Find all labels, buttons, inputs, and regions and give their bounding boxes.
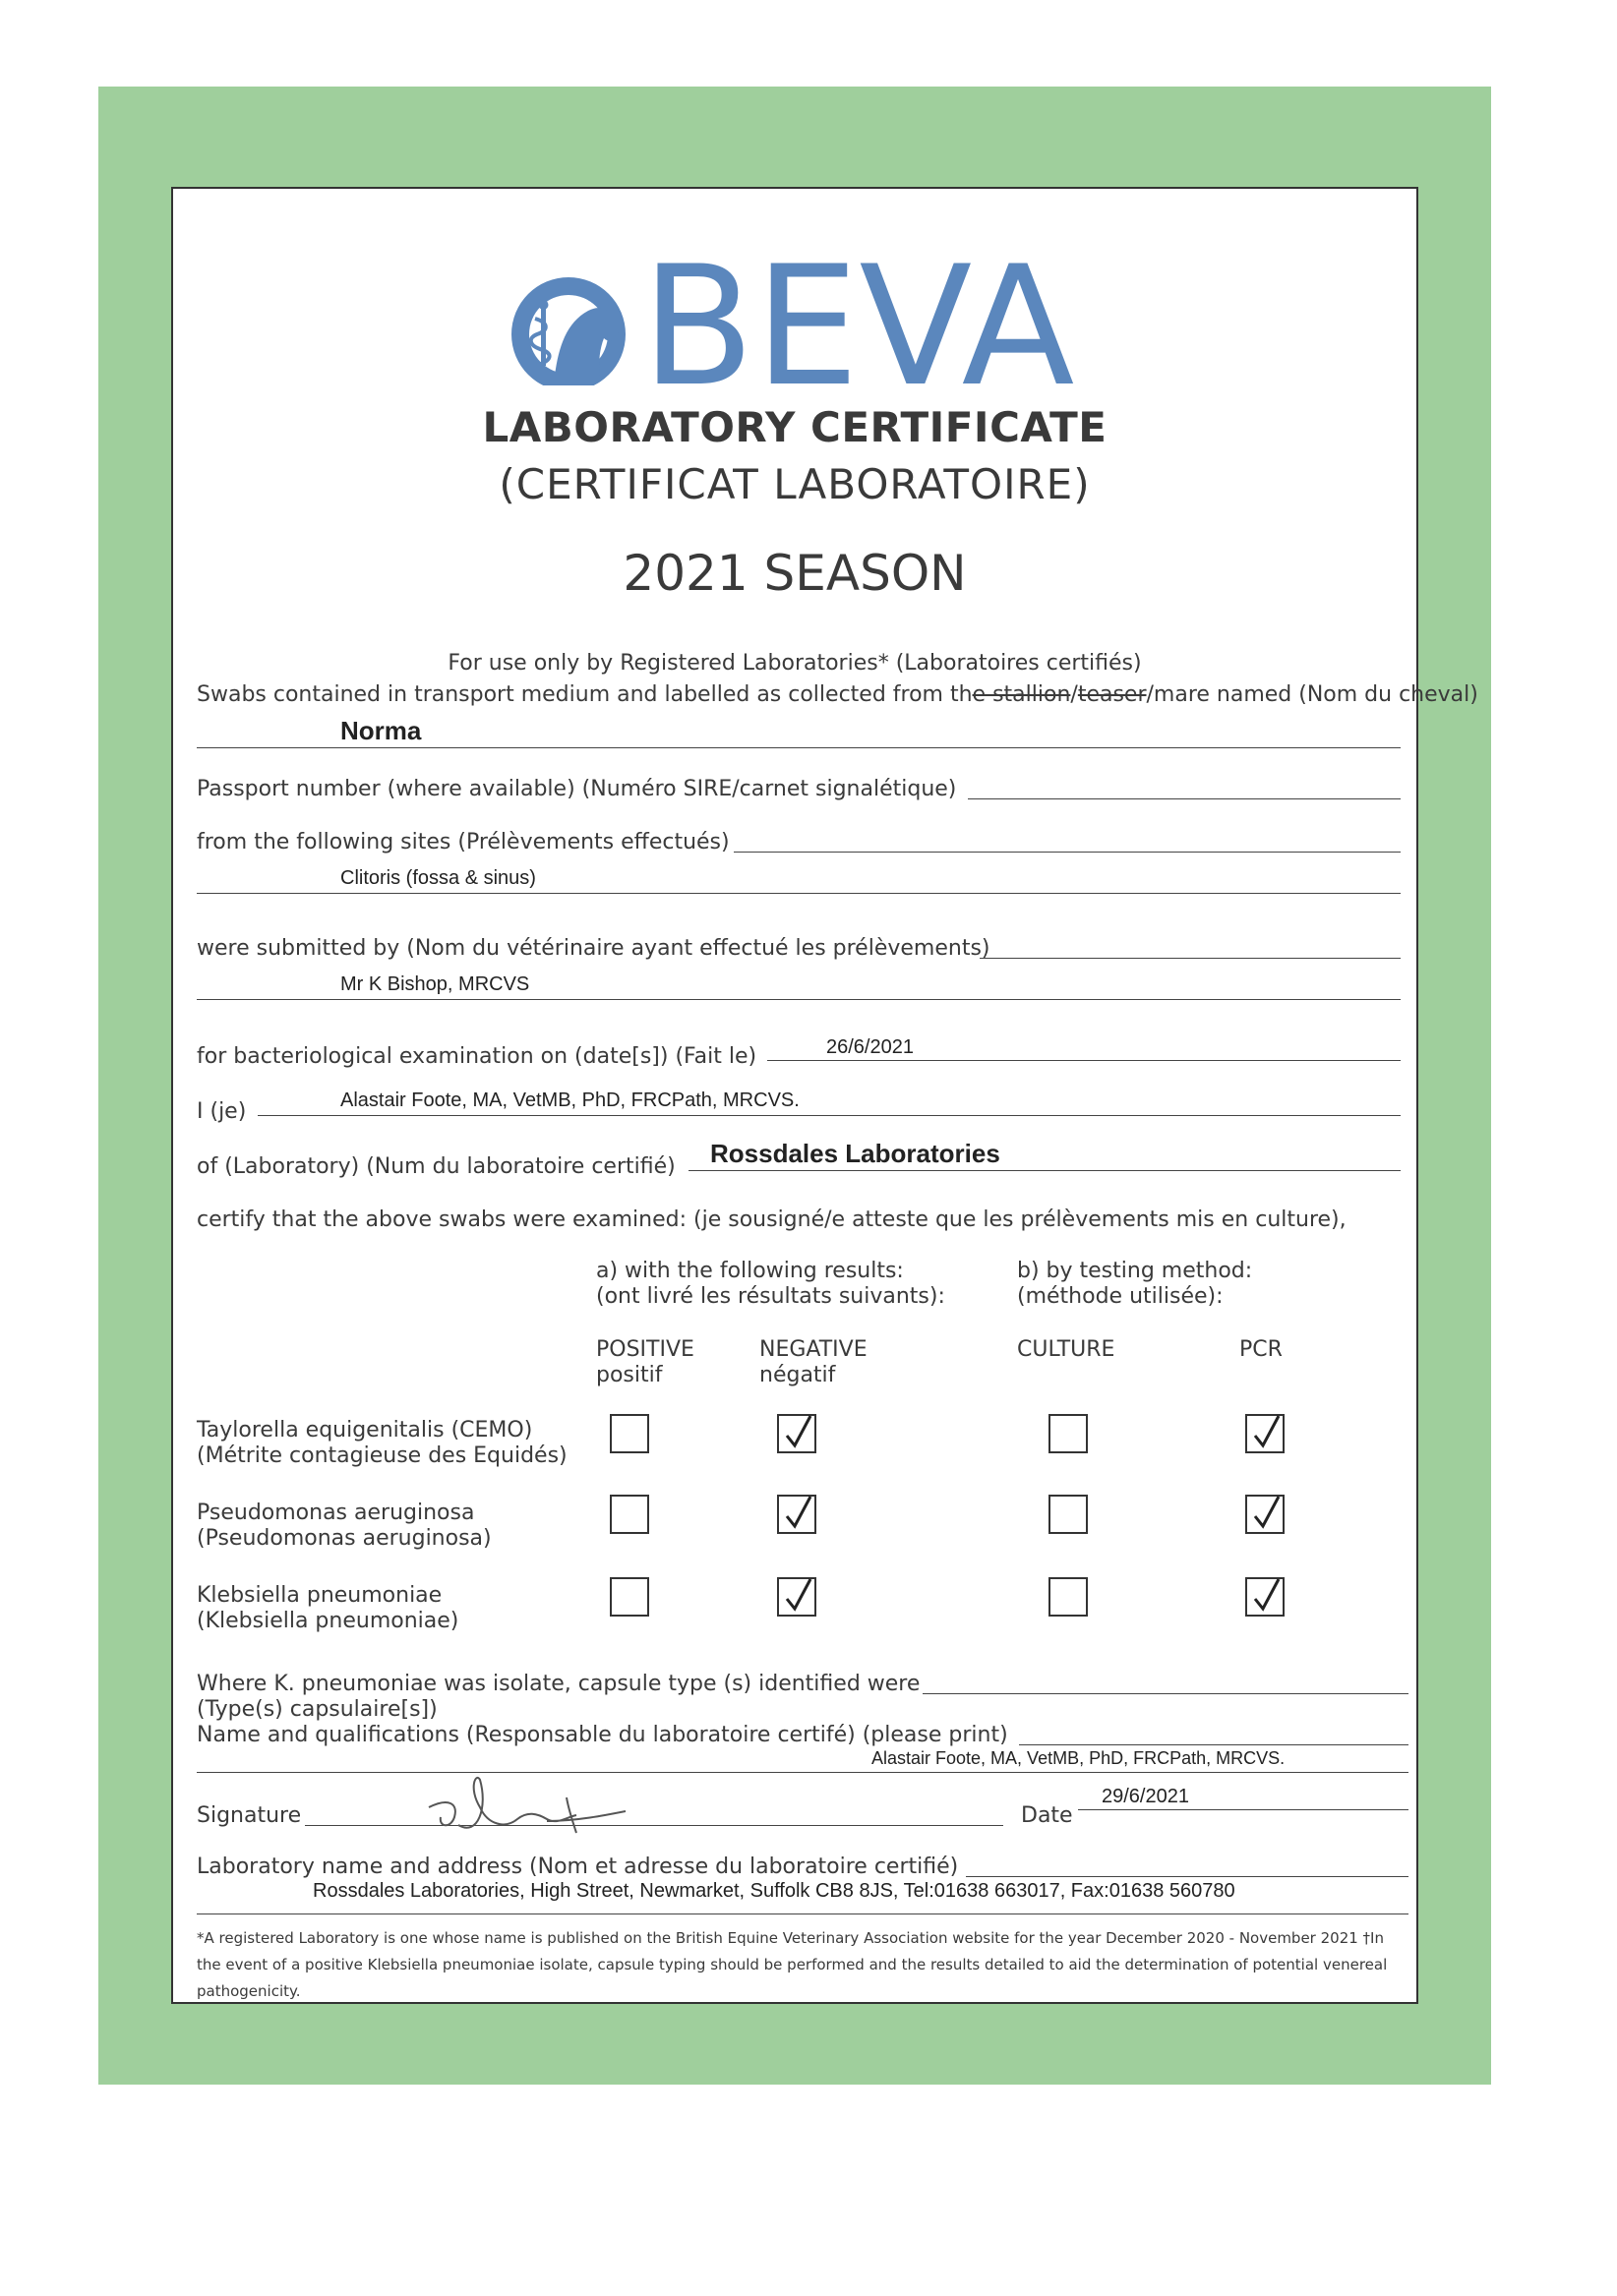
col-a-line1: a) with the following results: [596,1259,904,1283]
positive-header: POSITIVE [596,1337,694,1362]
struck-stallion: e stallion [972,682,1071,707]
passport-label: Passport number (where available) (Numéro SIRE/carnet signalétique) [197,777,957,801]
negative-fr-header: négatif [759,1363,836,1387]
i-label: I (je) [197,1099,247,1124]
date-label: Date [1021,1803,1073,1828]
submitted-value: Mr K Bishop, MRCVS [340,973,530,995]
i-line [258,1115,1401,1116]
checkbox-positive-row3[interactable] [610,1577,649,1617]
signature-line [305,1825,1003,1826]
certificate-title: LABORATORY CERTIFICATE [482,403,1108,451]
swabs-sep: / [1070,682,1078,707]
checkbox-negative-row2[interactable] [777,1495,816,1534]
sites-value-line [197,893,1401,894]
certify-text: certify that the above swabs were examined: (je sousigné/e atteste que les prélèvements mis en culture), [197,1207,1347,1232]
row3-name: Klebsiella pneumoniae [197,1583,443,1608]
capsule-fr: (Type(s) capsulaire[s]) [197,1697,438,1722]
checkmark-icon [1249,1493,1285,1534]
checkbox-negative-row3[interactable] [777,1577,816,1617]
name-label: Name and qualifications (Responsable du laboratoire certifé) (please print) [197,1723,1008,1747]
season-title: 2021 SEASON [623,545,967,602]
submitted-line [980,958,1401,959]
swabs-label [197,682,1478,707]
footnote: *A registered Laboratory is one whose name is published on the British Equine Veterinary Association website for the year December 2020 - November 2021 †In the event of a positive Klebsiella pneumoniae isolate, capsule typing should be performed and the results detailed to aid the determination of potential venereal pathogenicity. [197,1929,1388,2000]
lab-address-line [966,1876,1408,1877]
submitted-label: were submitted by (Nom du vétérinaire ayant effectué les prélèvements) [197,936,990,961]
sites-label: from the following sites (Prélèvements effectués) [197,830,730,854]
signature-label: Signature [197,1803,302,1828]
checkmark-icon [781,1412,816,1453]
horse-name-line [197,747,1401,748]
signature-mark [419,1768,635,1847]
positive-fr-header: positif [596,1363,663,1387]
checkbox-positive-row2[interactable] [610,1495,649,1534]
checkmark-icon [781,1493,816,1534]
checkbox-pcr-row3[interactable] [1245,1577,1285,1617]
lab-value: Rossdales Laboratories [710,1139,1000,1168]
exam-line [767,1060,1401,1061]
checkbox-culture-row1[interactable] [1048,1414,1088,1453]
checkmark-icon [1249,1412,1285,1453]
horse-name-value: Norma [340,716,422,745]
lab-address-value: Rossdales Laboratories, High Street, Newmarket, Suffolk CB8 8JS, Tel:01638 663017, Fax:01638 560780 [313,1880,1235,1902]
exam-label: for bacteriological examination on (date[s]) (Fait le) [197,1044,757,1069]
checkbox-culture-row2[interactable] [1048,1495,1088,1534]
checkbox-pcr-row2[interactable] [1245,1495,1285,1534]
sites-line [734,852,1401,853]
name-value-line [197,1772,1408,1773]
checkbox-positive-row1[interactable] [610,1414,649,1453]
row1-name: Taylorella equigenitalis (CEMO) [197,1418,533,1442]
swabs-text-end: /mare named (Nom du cheval) [1146,682,1478,707]
row3-name-fr: (Klebsiella pneumoniae) [197,1609,459,1633]
lab-address-value-line [197,1913,1408,1914]
checkbox-culture-row3[interactable] [1048,1577,1088,1617]
row1-name-fr: (Métrite contagieuse des Equidés) [197,1443,568,1468]
checkbox-pcr-row1[interactable] [1245,1414,1285,1453]
col-b-line2: (méthode utilisée): [1017,1284,1224,1309]
certificate-card [171,187,1478,2004]
checkmark-icon [1249,1575,1285,1617]
lab-line [689,1170,1401,1171]
certificate-subtitle: (CERTIFICAT LABORATOIRE) [499,460,1091,508]
exam-date-value: 26/6/2021 [826,1036,914,1058]
passport-line [968,798,1401,799]
checkbox-negative-row1[interactable] [777,1414,816,1453]
swabs-text-start: Swabs contained in transport medium and labelled as collected from th [197,682,973,707]
brand-name: BEVA [641,230,1075,385]
horse-emblem-icon [498,228,1088,385]
pcr-header: PCR [1239,1337,1283,1362]
beva-logo [498,228,1088,385]
date-line [1078,1809,1408,1810]
struck-teaser: teaser [1077,682,1147,707]
checkmark-icon [781,1575,816,1617]
row2-name-fr: (Pseudomonas aeruginosa) [197,1526,492,1551]
col-b-line1: b) by testing method: [1017,1259,1253,1283]
name-value: Alastair Foote, MA, VetMB, PhD, FRCPath, MRCVS. [871,1748,1286,1768]
negative-header: NEGATIVE [759,1337,868,1362]
name-line [1019,1744,1408,1745]
i-value: Alastair Foote, MA, VetMB, PhD, FRCPath, MRCVS. [340,1089,800,1111]
capsule-label: Where K. pneumoniae was isolate, capsule type (s) identified were [197,1672,921,1696]
row2-name: Pseudomonas aeruginosa [197,1501,475,1525]
submitted-value-line [197,999,1401,1000]
culture-header: CULTURE [1017,1337,1115,1362]
use-note: For use only by Registered Laboratories* (Laboratoires certifiés) [448,651,1142,676]
lab-label: of (Laboratory) (Num du laboratoire certifié) [197,1154,676,1179]
col-a-line2: (ont livré les résultats suivants): [596,1284,945,1309]
sites-value: Clitoris (fossa & sinus) [340,867,536,889]
lab-address-label: Laboratory name and address (Nom et adresse du laboratoire certifié) [197,1854,959,1879]
capsule-line [923,1693,1408,1694]
date-value: 29/6/2021 [1102,1786,1189,1807]
